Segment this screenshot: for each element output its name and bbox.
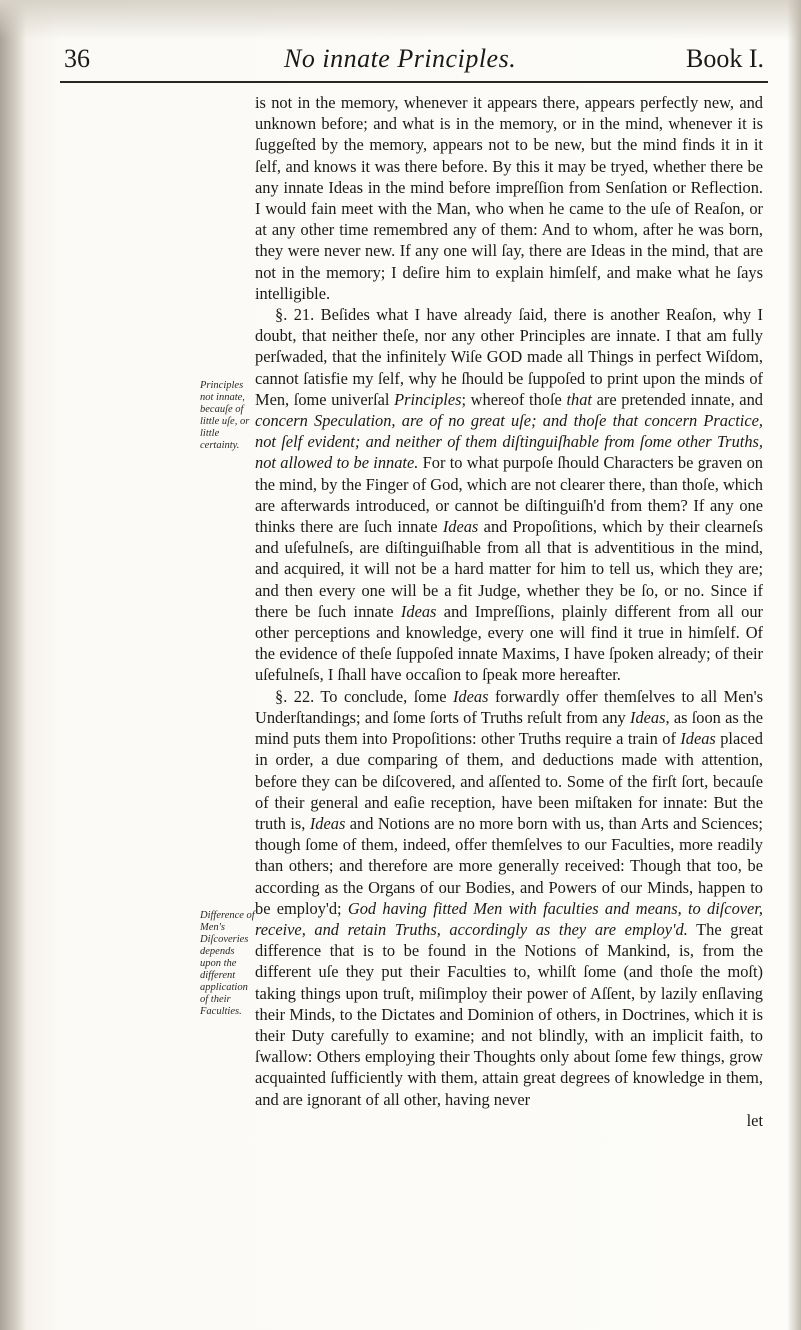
page-right-edge <box>787 0 801 1330</box>
italic-run: Ideas <box>442 517 479 537</box>
text-run: are pretended innate, and <box>591 389 763 409</box>
book-label: Book I. <box>686 44 764 73</box>
italic-run: concern Speculation, are of no great uſe; and thoſe that concern Practice, not ſelf evident; and neither of them diſtinguiſhable from ſome other Truths, not allowed to be innate. <box>255 411 763 473</box>
text-run: and Propoſitions, which by their clearneſs and uſefulneſs, are diſtinguiſhable from all that is adventitious in the mind, and acquired, it will not be a hard matter for him to tell us, which they are; and then every one will be a fit Judge, whether they be ſo, or no. Since if there be ſuch innate <box>255 517 764 621</box>
paragraph: is not in the memory, whenever it appears there, appears perfectly new, and unknown before; and what is in the memory, or in the mind, whenever it is ſuggeſted by the memory, appears not to be new, but the mind finds it in it ſelf, and knows it was there before. By this it may be tryed, whether there be any innate Ideas in the mind before impreſſion from Senſation or Reflection. I would fain meet with the Man, who when he came to the uſe of Reaſon, or at any other time remembred any of them: And to whom, after he was born, they were never new. If any one will ſay, there are Ideas in the mind, that are not in the memory; I deſire him to explain himſelf, and make what he ſays intelligible. <box>255 93 763 303</box>
text-run: §. 21. Beſides what I have already ſaid, there is another Reaſon, why I doubt, that neither theſe, nor any other Principles are innate. I that am fully perſwaded, that the infinitely Wiſe GOD made all Things in perfect Wiſdom, cannot ſatisfie my ſelf, why he ſhould be ſuppoſed to print upon the minds of Men, ſome univerſal <box>255 305 763 409</box>
text-run: and Impreſſions, plainly different from all our other perceptions and knowledge, every one will find it true in himſelf. Of the evidence of theſe ſuppoſed innate Maxims, I have ſpoken already; of their uſefulneſs, I ſhall have occaſion to ſpeak more hereafter. <box>255 601 763 685</box>
catchword: let <box>746 1110 763 1130</box>
text-run: forwardly offer themſelves to all Men's Underſtandings; and ſome ſorts of Truths reſult from any <box>255 686 763 727</box>
text-run: and Notions are no more born with us, than Arts and Sciences; though ſome of them, indeed, offer themſelves to our Faculties, more readily than others; and therefore are more generally received: Though that too, be according as the Organs of our Bodies, and Powers of our Minds, happen to be employ'd; <box>255 813 763 918</box>
italic-run: Ideas <box>680 729 716 749</box>
text-run: For to what purpoſe ſhould Characters be graven on the mind, by the Finger of God, which are not clearer there, than thoſe, which are afterwards introduced, or cannot be diſtinguiſh'd from them? If any one thinks there are ſuch innate <box>255 453 763 537</box>
running-header <box>64 44 764 84</box>
paragraph <box>255 686 763 1110</box>
page-binding-shadow <box>0 0 26 1330</box>
marginal-note: Difference of Men's Diſcoveries depends upon the different application of their Faculties. <box>200 910 255 1017</box>
italic-run: Principles <box>394 389 462 409</box>
italic-run: Ideas <box>629 707 666 727</box>
marginal-note: Principles not innate, becauſe of little uſe, or little certainty. <box>200 380 250 451</box>
header-rule <box>60 81 768 83</box>
italic-run: Ideas <box>309 813 346 833</box>
paragraph <box>255 304 763 686</box>
body-text <box>255 92 763 1131</box>
running-title: No innate Principles. <box>284 44 517 73</box>
text-run: §. 22. To conclude, ſome <box>275 686 453 706</box>
text-run: The great difference that is to be found in the Notions of Mankind, is, from the different uſe they put their Faculties to, whilſt ſome (and thoſe the moſt) taking things upon truſt, miſimploy their power of Aſſent, by lazily enſlaving their Minds, to the Dictates and Dominion of others, in Doctrines, which it is their Duty carefully to examine; and not blindly, with an implicit faith, to ſwallow: Others employing their Thoughts only about ſome few things, grow acquainted ſufficiently with them, attain great degrees of knowledge in them, and are ignorant of all other, having never <box>255 919 764 1109</box>
page-top-shadow <box>0 0 801 40</box>
italic-run: God having fitted Men with faculties and means, to diſcover, receive, and retain Truths, accordingly as they are employ'd. <box>255 898 763 939</box>
text-run: placed in order, a due comparing of them, and deductions made with attention, before they can be diſcovered, and aſſented to. Some of the firſt ſort, becauſe of their general and eaſie reception, have been miſtaken for innate: But the truth is, <box>255 729 763 833</box>
text-run: , as ſoon as the mind puts them into Propoſitions: other Truths require a train of <box>255 707 763 749</box>
italic-run: Ideas <box>400 601 437 621</box>
italic-run: Ideas <box>452 686 489 706</box>
text-run: ; whereof thoſe <box>461 389 567 409</box>
page-number: 36 <box>64 44 90 73</box>
italic-run: that <box>566 389 592 409</box>
